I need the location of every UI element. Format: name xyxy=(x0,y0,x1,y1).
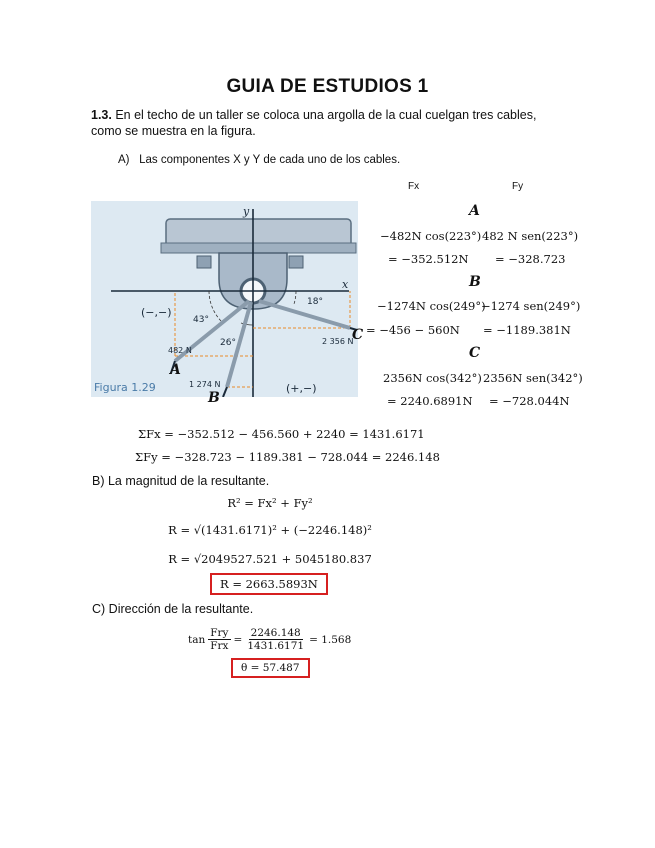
fraction-symbolic xyxy=(208,627,230,652)
axis-label-x: x xyxy=(342,278,349,291)
part-b-equation-3: R = √2049527.521 + 5045180.837 xyxy=(168,552,372,566)
tan-function: tan xyxy=(188,633,206,646)
sum-fx: ΣFx = −352.512 − 456.560 + 2240 = 1431.6171 xyxy=(138,427,425,441)
quadrant-label-lower-right: (+,−) xyxy=(286,382,317,395)
component-a-fy-value: = −328.723 xyxy=(495,252,566,266)
angle-label-26: 26° xyxy=(220,338,236,348)
column-header-fx: Fx xyxy=(408,181,420,192)
component-a-fx-expr: −482N cos(223°) xyxy=(380,229,482,243)
component-b-fx-expr: −1274N cos(249°) xyxy=(377,299,486,313)
part-b-equation-1: R² = Fx² + Fy² xyxy=(227,496,313,510)
angle-label-18: 18° xyxy=(307,297,323,307)
component-c-fx-value: = 2240.6891N xyxy=(387,394,473,408)
bolt-left xyxy=(197,256,211,268)
angle-arc-18 xyxy=(294,291,296,304)
direction-equation xyxy=(188,627,351,652)
figure-caption: Figura 1.29 xyxy=(94,381,156,394)
part-b-label: B) La magnitud de la resultante. xyxy=(92,474,270,488)
problem-text-line1: En el techo de un taller se coloca una argolla de la cual cuelgan tres cables, xyxy=(115,108,537,122)
axis-label-y: y xyxy=(243,205,250,218)
problem-statement xyxy=(91,107,571,139)
fraction-symbolic-denominator: Frx xyxy=(210,640,229,652)
tan-value: = 1.568 xyxy=(309,633,352,646)
figure-1-29 xyxy=(91,201,358,397)
component-a-fy-expr: 482 N sen(223°) xyxy=(482,229,579,243)
force-label-b: 1 274 N xyxy=(189,380,221,389)
magnitude-result-box: R = 2663.5893N xyxy=(210,573,328,595)
figure-diagram xyxy=(91,201,358,397)
part-b-equation-2: R = √(1431.6171)² + (−2246.148)² xyxy=(168,523,372,537)
part-c-label: C) Dirección de la resultante. xyxy=(92,602,254,616)
fraction-symbolic-numerator: Fry xyxy=(210,627,229,639)
component-letter-b: B xyxy=(469,274,481,290)
cable-c xyxy=(259,301,350,328)
component-c-fy-value: = −728.044N xyxy=(489,394,570,408)
problem-number: 1.3. xyxy=(91,108,112,122)
ceiling-plate-lip xyxy=(161,243,356,253)
fraction-numeric-denominator: 1431.6171 xyxy=(247,640,305,652)
component-b-fx-value: = −456 − 560N xyxy=(366,323,460,337)
cable-b-end xyxy=(223,387,227,397)
page-title: GUIA DE ESTUDIOS 1 xyxy=(226,76,429,97)
component-letter-c: C xyxy=(469,345,481,361)
part-a-label: A) xyxy=(118,154,130,166)
sum-fy: ΣFy = −328.723 − 1189.381 − 728.044 = 2246.148 xyxy=(135,450,440,464)
column-header-fy: Fy xyxy=(512,181,524,192)
quadrant-label-upper-left: (−,−) xyxy=(141,306,172,319)
angle-arc-43 xyxy=(209,291,222,322)
part-a-text: Las componentes X y Y de cada uno de los cables. xyxy=(139,154,401,166)
component-a-fx-value: = −352.512N xyxy=(388,252,469,266)
angle-label-43: 43° xyxy=(193,315,209,325)
component-b-fy-expr: −1274 sen(249°) xyxy=(481,299,581,313)
component-letter-a: A xyxy=(469,203,480,219)
part-a-heading xyxy=(118,154,400,166)
force-label-c: 2 356 N xyxy=(322,337,354,346)
point-label-a: A xyxy=(170,362,181,378)
fraction-numeric-numerator: 2246.148 xyxy=(250,627,301,639)
bolt-right xyxy=(289,256,303,268)
component-c-fy-expr: 2356N sen(342°) xyxy=(483,371,583,385)
point-label-b: B xyxy=(208,390,220,406)
direction-result-box: θ = 57.487 xyxy=(231,658,310,678)
component-b-fy-value: = −1189.381N xyxy=(483,323,571,337)
equals-sign: = xyxy=(233,633,243,646)
component-c-fx-expr: 2356N cos(342°) xyxy=(383,371,482,385)
force-label-a: 482 N xyxy=(168,346,192,355)
point-label-c: C xyxy=(352,327,364,343)
problem-text-line2: como se muestra en la figura. xyxy=(91,124,256,138)
fraction-numeric xyxy=(245,627,306,652)
